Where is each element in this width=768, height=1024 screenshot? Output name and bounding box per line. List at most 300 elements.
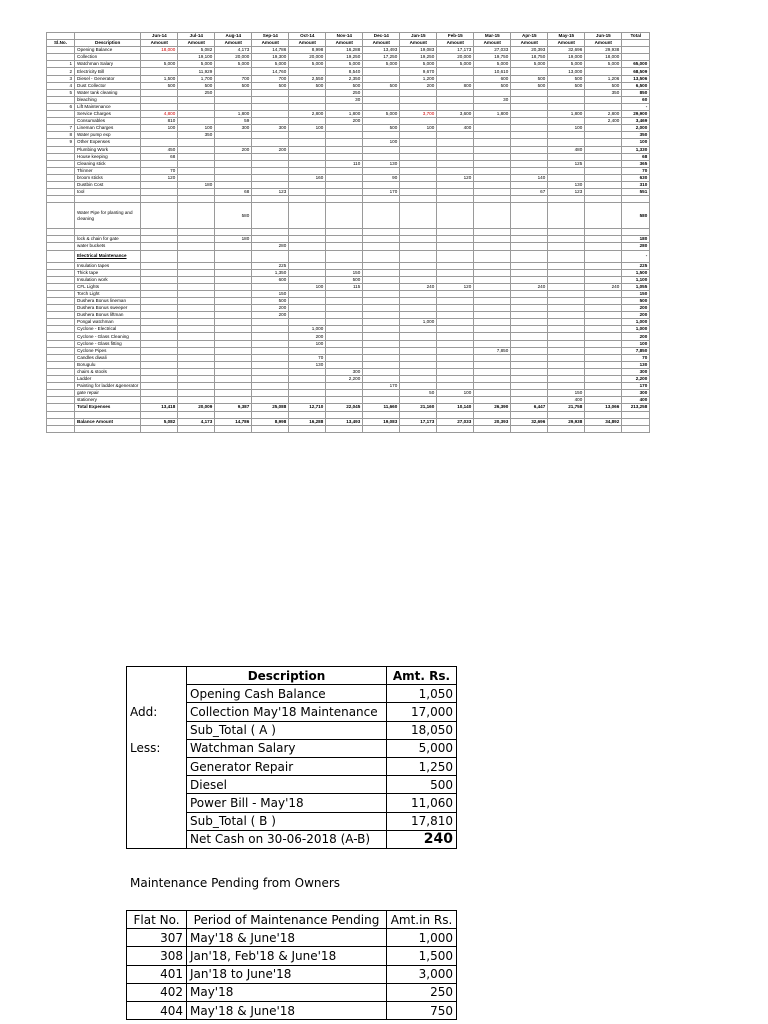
- amount-cell: [400, 132, 437, 139]
- amount-cell: [215, 425, 252, 432]
- ledger-row: [47, 368, 650, 375]
- amount-cell: 240: [585, 283, 622, 290]
- slno-cell: [47, 290, 75, 297]
- ledger-subheader-row: [47, 40, 650, 47]
- amount-cell: [215, 89, 252, 96]
- amount-cell: [178, 312, 215, 319]
- amount-cell: [178, 118, 215, 125]
- slno-cell: 9: [47, 139, 75, 146]
- slno-cell: [47, 283, 75, 290]
- slno-cell: [47, 383, 75, 390]
- amount-cell: [511, 118, 548, 125]
- amount-cell: 25,088: [252, 404, 289, 411]
- slno-cell: 6: [47, 103, 75, 110]
- amount-cell: [326, 181, 363, 188]
- amount-cell: [511, 89, 548, 96]
- pending-period: May'18: [187, 983, 387, 1001]
- amount-cell: [363, 96, 400, 103]
- ledger-row: [47, 340, 650, 347]
- amount-cell: [437, 347, 474, 354]
- amount-cell: [252, 118, 289, 125]
- total-cell: 130: [622, 361, 650, 368]
- pending-period: Jan'18, Feb'18 & June'18: [187, 947, 387, 965]
- amount-cell: 500: [548, 82, 585, 89]
- amount-cell: [363, 354, 400, 361]
- slno-cell: [47, 354, 75, 361]
- amount-cell: [585, 262, 622, 269]
- amount-cell: [215, 174, 252, 181]
- amount-cell: 20,393: [474, 418, 511, 425]
- amount-cell: [437, 167, 474, 174]
- month-header: May-15: [548, 33, 585, 40]
- amount-cell: [585, 425, 622, 432]
- amount-cell: [437, 425, 474, 432]
- amount-cell: 700: [215, 75, 252, 82]
- summary-row: [127, 812, 457, 830]
- amount-cell: 1,700: [178, 75, 215, 82]
- amount-cell: [437, 75, 474, 82]
- amount-cell: [474, 269, 511, 276]
- amount-cell: [326, 167, 363, 174]
- amount-cell: 11,660: [363, 404, 400, 411]
- ledger-row: [47, 103, 650, 110]
- description-cell: [75, 196, 141, 203]
- amount-cell: [548, 250, 585, 262]
- amount-cell: 5,000: [289, 61, 326, 68]
- amount-cell: [252, 425, 289, 432]
- amount-cell: [400, 250, 437, 262]
- blank-cell: [622, 40, 650, 47]
- amount-cell: [215, 269, 252, 276]
- summary-amount: 5,000: [387, 739, 457, 757]
- amount-cell: 120: [141, 174, 178, 181]
- amount-cell: 19,250: [400, 54, 437, 61]
- amount-cell: 8,998: [252, 418, 289, 425]
- amount-cell: [474, 132, 511, 139]
- amount-cell: 2,550: [289, 75, 326, 82]
- amount-cell: [178, 340, 215, 347]
- amount-cell: 125: [548, 160, 585, 167]
- amount-cell: [585, 203, 622, 229]
- amount-cell: 12,710: [289, 404, 326, 411]
- amount-cell: [252, 96, 289, 103]
- description-cell: Painting for ladder &generator: [75, 383, 141, 390]
- cash-summary-table: [126, 666, 457, 849]
- amount-cell: [252, 139, 289, 146]
- ledger-row: [47, 139, 650, 146]
- amount-cell: [585, 269, 622, 276]
- ledger-row: [47, 68, 650, 75]
- amount-cell: [215, 397, 252, 404]
- amount-cell: [178, 290, 215, 297]
- amount-cell: 350: [585, 89, 622, 96]
- amount-cell: 5,000: [215, 61, 252, 68]
- amount-cell: [585, 96, 622, 103]
- amount-cell: 200: [252, 312, 289, 319]
- description-cell: Electricity Bill: [75, 68, 141, 75]
- amount-cell: [289, 425, 326, 432]
- amount-cell: [548, 96, 585, 103]
- amount-cell: 1,800: [548, 111, 585, 118]
- amount-cell: [252, 333, 289, 340]
- ledger-row: [47, 243, 650, 250]
- amount-cell: [511, 269, 548, 276]
- amount-cell: [400, 383, 437, 390]
- amount-cell: 32,696: [548, 47, 585, 54]
- amount-cell: [437, 250, 474, 262]
- amount-cell: [289, 189, 326, 196]
- amount-cell: [363, 236, 400, 243]
- total-cell: 150: [622, 290, 650, 297]
- summary-body: [127, 667, 457, 849]
- amount-cell: [289, 181, 326, 188]
- amount-cell: [289, 390, 326, 397]
- amount-cell: [326, 196, 363, 203]
- amount-cell: [474, 139, 511, 146]
- amount-cell: [474, 181, 511, 188]
- slno-cell: [47, 243, 75, 250]
- amount-cell: 500: [511, 82, 548, 89]
- amount-cell: [141, 243, 178, 250]
- amount-cell: [400, 96, 437, 103]
- amount-cell: [141, 103, 178, 110]
- amount-cell: 27,033: [474, 47, 511, 54]
- total-cell: [622, 425, 650, 432]
- amount-cell: [326, 146, 363, 153]
- amount-cell: [511, 361, 548, 368]
- amount-cell: [326, 298, 363, 305]
- amount-cell: [326, 103, 363, 110]
- amount-cell: [178, 326, 215, 333]
- amount-header: Amount: [437, 40, 474, 47]
- amount-header: Amount: [400, 40, 437, 47]
- amount-cell: [585, 174, 622, 181]
- amount-cell: 30: [474, 96, 511, 103]
- amount-cell: [178, 139, 215, 146]
- amount-cell: 16,288: [326, 47, 363, 54]
- slno-cell: [47, 305, 75, 312]
- slno-cell: 7: [47, 125, 75, 132]
- amount-cell: 2,200: [326, 376, 363, 383]
- amount-cell: 9,387: [215, 404, 252, 411]
- amount-cell: 500: [215, 82, 252, 89]
- slno-cell: [47, 361, 75, 368]
- amount-header: Amount: [474, 40, 511, 47]
- amount-cell: [585, 229, 622, 236]
- amount-cell: [437, 153, 474, 160]
- amount-cell: [326, 425, 363, 432]
- ledger-row: [47, 283, 650, 290]
- amount-cell: [178, 203, 215, 229]
- amount-cell: [326, 305, 363, 312]
- amount-cell: [585, 250, 622, 262]
- summary-row: [127, 794, 457, 812]
- amount-cell: [289, 298, 326, 305]
- amount-cell: [474, 411, 511, 418]
- ledger-row: [47, 312, 650, 319]
- total-cell: 100: [622, 340, 650, 347]
- amount-cell: [400, 196, 437, 203]
- amount-cell: 59: [215, 118, 252, 125]
- total-cell: 2,200: [622, 376, 650, 383]
- ledger-row: [47, 132, 650, 139]
- amount-cell: [363, 305, 400, 312]
- amount-cell: [141, 383, 178, 390]
- amount-cell: [178, 243, 215, 250]
- amount-cell: [289, 139, 326, 146]
- amount-cell: 18,750: [511, 54, 548, 61]
- amount-cell: 200: [326, 118, 363, 125]
- amount-cell: [178, 269, 215, 276]
- amount-cell: 26,390: [474, 404, 511, 411]
- amount-cell: [326, 236, 363, 243]
- amount-cell: [363, 290, 400, 297]
- amount-cell: [289, 411, 326, 418]
- amount-cell: [474, 243, 511, 250]
- amount-cell: [400, 361, 437, 368]
- amount-cell: [585, 319, 622, 326]
- amount-cell: 200: [289, 333, 326, 340]
- amount-cell: 100: [363, 139, 400, 146]
- amount-cell: [178, 305, 215, 312]
- total-cell: 200: [622, 305, 650, 312]
- amount-cell: [141, 305, 178, 312]
- amount-cell: [437, 326, 474, 333]
- ledger-row: [47, 203, 650, 229]
- amount-cell: [437, 312, 474, 319]
- total-cell: 68,509: [622, 68, 650, 75]
- ledger-row: [47, 111, 650, 118]
- amount-cell: [474, 89, 511, 96]
- amount-cell: [215, 276, 252, 283]
- amount-cell: 17,173: [400, 418, 437, 425]
- total-cell: 1,000: [622, 326, 650, 333]
- amount-cell: [252, 236, 289, 243]
- amount-cell: [141, 269, 178, 276]
- amount-cell: [548, 103, 585, 110]
- description-cell: [75, 425, 141, 432]
- amount-cell: 140: [511, 174, 548, 181]
- amount-cell: 200: [252, 305, 289, 312]
- amount-header: Amount: [548, 40, 585, 47]
- amount-cell: [474, 250, 511, 262]
- amount-cell: [289, 397, 326, 404]
- amount-cell: 500: [326, 276, 363, 283]
- amount-cell: [178, 411, 215, 418]
- amount-cell: [289, 376, 326, 383]
- amount-cell: [585, 340, 622, 347]
- amount-cell: [585, 397, 622, 404]
- summary-row: [127, 830, 457, 848]
- amount-cell: [326, 290, 363, 297]
- amount-cell: [252, 354, 289, 361]
- amount-cell: [474, 298, 511, 305]
- total-cell: [622, 229, 650, 236]
- ledger-row: [47, 146, 650, 153]
- month-header: Jun-15: [585, 33, 622, 40]
- amount-cell: [252, 283, 289, 290]
- amount-cell: [400, 103, 437, 110]
- amount-cell: 180: [178, 181, 215, 188]
- amount-cell: [548, 153, 585, 160]
- description-cell: Electrical Maintenance: [75, 250, 141, 262]
- description-cell: Cleaning stick: [75, 160, 141, 167]
- total-cell: 500: [622, 298, 650, 305]
- amount-cell: [215, 390, 252, 397]
- amount-cell: [363, 75, 400, 82]
- summary-row: [127, 721, 457, 739]
- amount-cell: [363, 425, 400, 432]
- description-header: Description: [75, 40, 141, 47]
- total-cell: 1,100: [622, 276, 650, 283]
- flat-header: Flat No.: [127, 911, 187, 929]
- amount-cell: [437, 89, 474, 96]
- amount-cell: [548, 298, 585, 305]
- amount-cell: 600: [252, 276, 289, 283]
- amount-cell: 70: [289, 354, 326, 361]
- slno-cell: [47, 319, 75, 326]
- total-cell: 200: [622, 312, 650, 319]
- amount-cell: [474, 103, 511, 110]
- ledger-row: [47, 305, 650, 312]
- summary-label: [127, 685, 187, 703]
- amount-cell: [289, 269, 326, 276]
- total-cell: 400: [622, 397, 650, 404]
- amount-cell: [437, 290, 474, 297]
- amount-cell: [437, 340, 474, 347]
- ledger-body: [47, 33, 650, 433]
- slno-cell: [47, 333, 75, 340]
- summary-row: [127, 703, 457, 721]
- amount-cell: [400, 269, 437, 276]
- pending-row: [127, 983, 457, 1001]
- amount-cell: [548, 340, 585, 347]
- amount-cell: 5,000: [363, 111, 400, 118]
- amount-cell: [289, 167, 326, 174]
- ledger-row: [47, 276, 650, 283]
- amount-cell: [252, 111, 289, 118]
- amount-cell: [548, 269, 585, 276]
- amount-cell: [474, 196, 511, 203]
- amount-cell: [215, 347, 252, 354]
- blank-cell: [47, 33, 75, 40]
- amount-cell: [289, 236, 326, 243]
- description-cell: water buckets: [75, 243, 141, 250]
- description-cell: Ladder: [75, 376, 141, 383]
- summary-row: [127, 776, 457, 794]
- amount-cell: [511, 376, 548, 383]
- amount-cell: [511, 96, 548, 103]
- amount-cell: [511, 181, 548, 188]
- amount-cell: 5,000: [400, 61, 437, 68]
- summary-amount: 1,050: [387, 685, 457, 703]
- amount-cell: 450: [141, 146, 178, 153]
- amount-cell: [548, 229, 585, 236]
- total-cell: 65,000: [622, 61, 650, 68]
- amount-cell: [437, 132, 474, 139]
- amount-cell: [585, 383, 622, 390]
- ledger-row: [47, 174, 650, 181]
- amount-header: Amt.in Rs.: [387, 911, 457, 929]
- amount-cell: 500: [289, 82, 326, 89]
- ledger-row: [47, 404, 650, 411]
- amount-cell: [141, 326, 178, 333]
- amount-cell: [437, 269, 474, 276]
- amount-cell: [474, 118, 511, 125]
- slno-cell: [47, 229, 75, 236]
- blank-cell: [127, 667, 187, 685]
- amount-cell: 500: [548, 75, 585, 82]
- amount-cell: 250: [326, 89, 363, 96]
- amount-cell: [511, 397, 548, 404]
- amount-cell: [400, 153, 437, 160]
- amount-cell: [252, 390, 289, 397]
- amount-cell: [215, 333, 252, 340]
- pending-header-row: [127, 911, 457, 929]
- amount-cell: [178, 160, 215, 167]
- amount-cell: [178, 298, 215, 305]
- amount-cell: [289, 262, 326, 269]
- amount-cell: 5,000: [511, 61, 548, 68]
- amount-cell: 3,600: [437, 111, 474, 118]
- slno-cell: [47, 376, 75, 383]
- amount-cell: [178, 229, 215, 236]
- ledger-row: [47, 262, 650, 269]
- ledger-row: [47, 61, 650, 68]
- amount-cell: 110: [326, 160, 363, 167]
- amount-cell: [363, 411, 400, 418]
- amount-cell: [326, 354, 363, 361]
- amount-cell: [363, 146, 400, 153]
- amount-cell: [400, 290, 437, 297]
- pending-row: [127, 929, 457, 947]
- description-cell: Total Expenses: [75, 404, 141, 411]
- amount-cell: [215, 139, 252, 146]
- amount-cell: [289, 132, 326, 139]
- amount-cell: [511, 383, 548, 390]
- amount-cell: [511, 347, 548, 354]
- amount-cell: 7,850: [474, 347, 511, 354]
- amount-cell: [400, 203, 437, 229]
- amount-cell: [585, 411, 622, 418]
- amount-cell: 10,140: [437, 404, 474, 411]
- ledger-row: [47, 47, 650, 54]
- amount-cell: [548, 368, 585, 375]
- amount-cell: [141, 425, 178, 432]
- amount-cell: [141, 96, 178, 103]
- amount-cell: [178, 368, 215, 375]
- amount-cell: 400: [437, 125, 474, 132]
- amount-cell: [326, 153, 363, 160]
- amount-cell: [511, 125, 548, 132]
- amount-cell: [363, 283, 400, 290]
- amount-cell: 500: [252, 298, 289, 305]
- amount-cell: [548, 174, 585, 181]
- amount-cell: [548, 333, 585, 340]
- amount-cell: [178, 153, 215, 160]
- amount-cell: [363, 196, 400, 203]
- ledger-row: [47, 333, 650, 340]
- amount-cell: 5,000: [585, 61, 622, 68]
- slno-cell: 8: [47, 132, 75, 139]
- ledger-row: [47, 96, 650, 103]
- ledger-row: [47, 82, 650, 89]
- ledger-row: [47, 167, 650, 174]
- amount-cell: [548, 276, 585, 283]
- amount-cell: [215, 312, 252, 319]
- slno-cell: [47, 298, 75, 305]
- amount-cell: [289, 243, 326, 250]
